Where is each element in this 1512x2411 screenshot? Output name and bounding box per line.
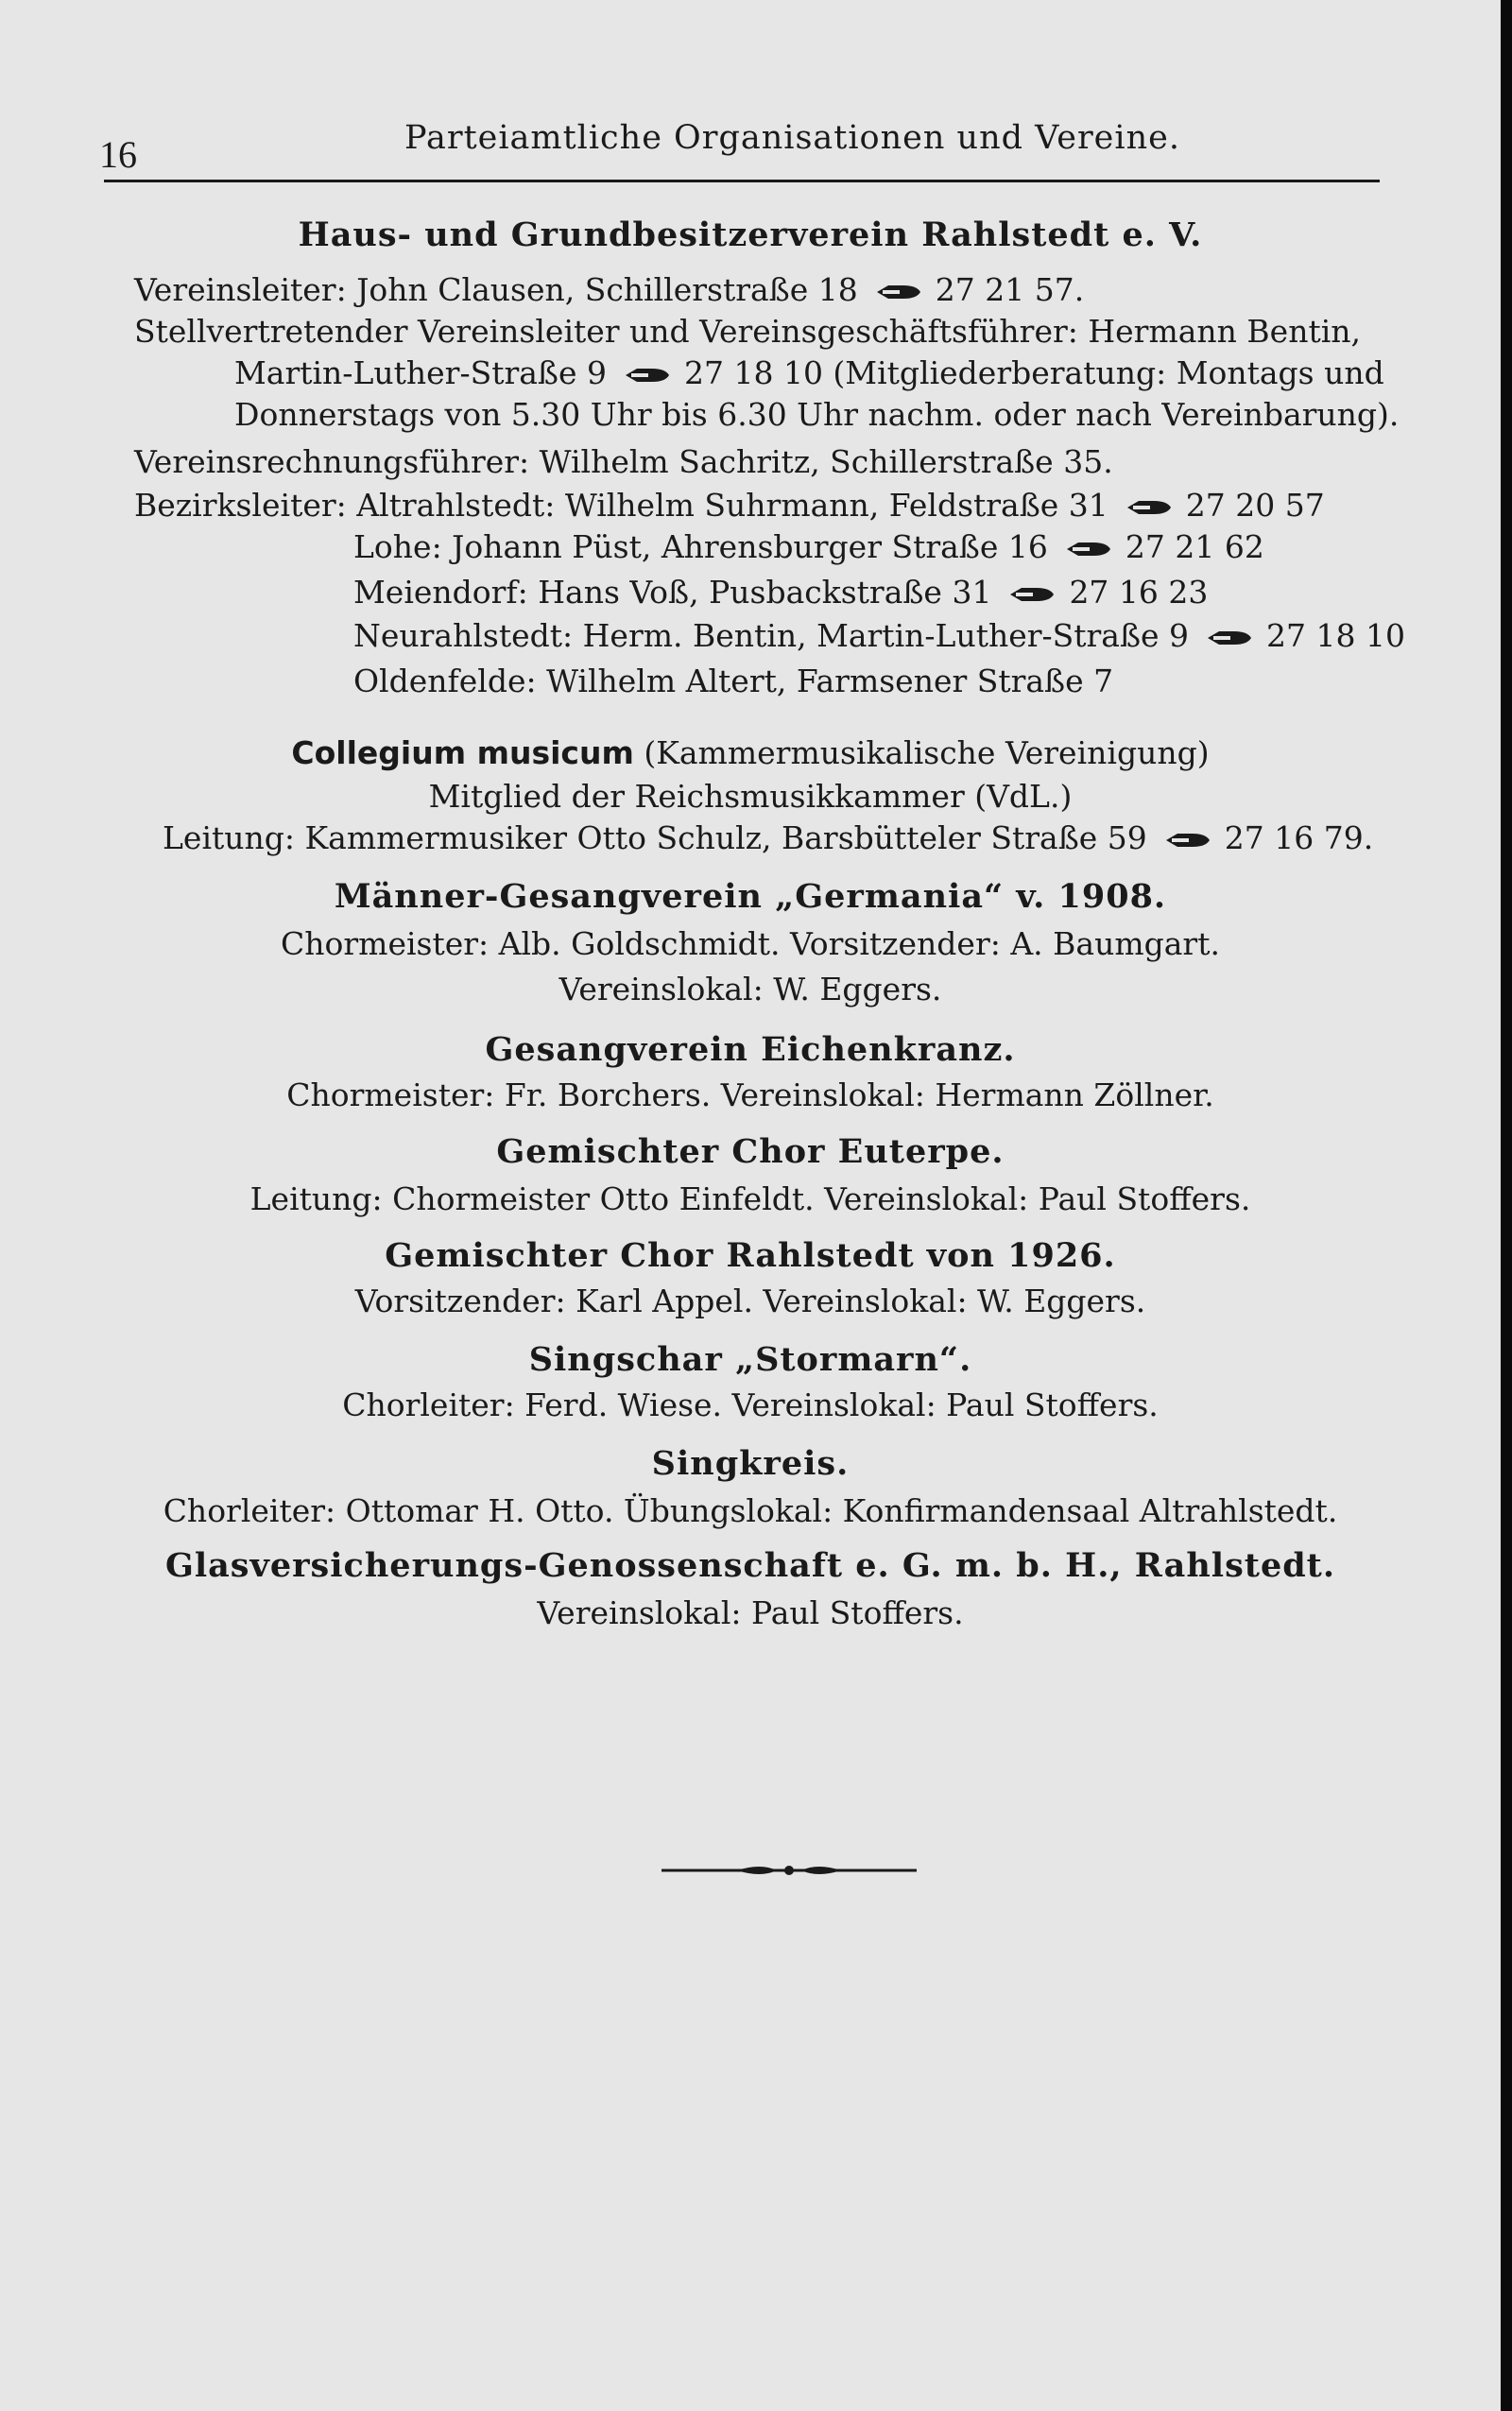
bezirk-neurahlstedt-text: Neurahlstedt: Herm. Bentin, Martin-Luther-Straße 9: [353, 617, 1190, 654]
bezirk-altrahlstedt-text: Bezirksleiter: Altrahlstedt: Wilhelm Suhrmann, Feldstraße 31: [134, 487, 1108, 524]
collegium-leitung-phone: 27 16 79.: [1224, 819, 1374, 856]
bezirk-lohe-text: Lohe: Johann Püst, Ahrensburger Straße 16: [353, 528, 1048, 565]
running-head: Parteiamtliche Organisationen und Vereine.: [404, 119, 1180, 157]
glas-line-1: Vereinslokal: Paul Stoffers.: [537, 1594, 964, 1631]
haus-line-beratung: Donnerstags von 5.30 Uhr bis 6.30 Uhr nachm. oder nach Vereinbarung).: [234, 396, 1400, 433]
bezirk-meiendorf-phone: 27 16 23: [1069, 574, 1209, 611]
section-title-collegium: [0, 733, 1501, 773]
haus-line-vereinsleiter: [134, 270, 1084, 310]
bezirk-lohe-phone: 27 21 62: [1125, 528, 1264, 565]
phone-icon: [1065, 539, 1112, 560]
haus-line-oldenfelde: Oldenfelde: Wilhelm Altert, Farmsener Straße 7: [353, 663, 1114, 699]
haus-line-meiendorf: [353, 573, 1208, 612]
end-ornament: [662, 1856, 917, 1885]
phone-icon: [1164, 830, 1211, 851]
collegium-line-leitung: [163, 818, 1373, 858]
page-number: 16: [99, 133, 137, 176]
bezirk-meiendorf-text: Meiendorf: Hans Voß, Pusbackstraße 31: [353, 574, 992, 611]
bezirk-neurahlstedt-phone: 27 18 10: [1266, 617, 1405, 654]
collegium-leitung-text: Leitung: Kammermusiker Otto Schulz, Barsbütteler Straße 59: [163, 819, 1147, 856]
section-title-glasversicherung: Glasversicherungs-Genossenschaft e. G. m. b. H., Rahlstedt.: [164, 1546, 1336, 1585]
phone-icon: [1008, 584, 1056, 605]
euterpe-line-1: Leitung: Chormeister Otto Einfeldt. Vereinslokal: Paul Stoffers.: [249, 1180, 1251, 1217]
collegium-title: Collegium musicum: [291, 734, 634, 771]
collegium-subtitle: (Kammermusikalische Vereinigung): [644, 734, 1210, 771]
phone-icon: [1206, 628, 1253, 648]
haus-vereinsleiter-phone: 27 21 57.: [935, 271, 1085, 308]
scan-edge: [1501, 0, 1512, 2411]
germania-line-chormeister: Chormeister: Alb. Goldschmidt. Vorsitzender: A. Baumgart.: [281, 925, 1220, 962]
haus-line-stellvertreter: Stellvertretender Vereinsleiter und Vereinsgeschäftsführer: Hermann Bentin,: [134, 313, 1362, 350]
singkreis-line-1: Chorleiter: Ottomar H. Otto. Übungslokal: Konfirmandensaal Altrahlstedt.: [163, 1492, 1338, 1529]
section-title-gemischter-1926: Gemischter Chor Rahlstedt von 1926.: [385, 1236, 1116, 1275]
collegium-line-mitglied: Mitglied der Reichsmusikkammer (VdL.): [428, 778, 1073, 815]
germania-line-vereinslokal: Vereinslokal: W. Eggers.: [558, 971, 942, 1007]
section-title-eichenkranz: Gesangverein Eichenkranz.: [485, 1030, 1016, 1069]
section-title-euterpe: Gemischter Chor Euterpe.: [496, 1132, 1005, 1171]
gemischter-1926-line-1: Vorsitzender: Karl Appel. Vereinslokal: W. Eggers.: [354, 1283, 1146, 1319]
section-title-germania: Männer-Gesangverein „Germania“ v. 1908.: [334, 877, 1167, 916]
haus-stellvertreter-address: Martin-Luther-Straße 9: [234, 354, 607, 391]
haus-stellvertreter-phone: 27 18 10 (Mitgliederberatung: Montags und: [683, 354, 1384, 391]
phone-icon: [624, 365, 671, 386]
phone-icon: [875, 282, 922, 302]
haus-line-martin-luther: [234, 353, 1384, 393]
stormarn-line-1: Chorleiter: Ferd. Wiese. Vereinslokal: Paul Stoffers.: [342, 1386, 1159, 1423]
haus-line-rechnungsfuehrer: Vereinsrechnungsführer: Wilhelm Sachritz, Schillerstraße 35.: [134, 443, 1113, 480]
phone-icon: [1125, 497, 1173, 518]
section-title-haus: Haus- und Grundbesitzerverein Rahlstedt e. V.: [298, 215, 1203, 254]
haus-vereinsleiter-text: Vereinsleiter: John Clausen, Schillerstraße 18: [134, 271, 858, 308]
haus-line-neurahlstedt: [353, 616, 1405, 656]
haus-line-bezirksleiter-altrahlstedt: [134, 486, 1325, 525]
header-rule: [104, 180, 1380, 182]
bezirk-altrahlstedt-phone: 27 20 57: [1185, 487, 1325, 524]
section-title-stormarn: Singschar „Stormarn“.: [528, 1340, 972, 1379]
eichenkranz-line-1: Chormeister: Fr. Borchers. Vereinslokal: Hermann Zöllner.: [286, 1076, 1214, 1113]
haus-line-lohe: [353, 527, 1264, 567]
section-title-singkreis: Singkreis.: [651, 1444, 850, 1483]
